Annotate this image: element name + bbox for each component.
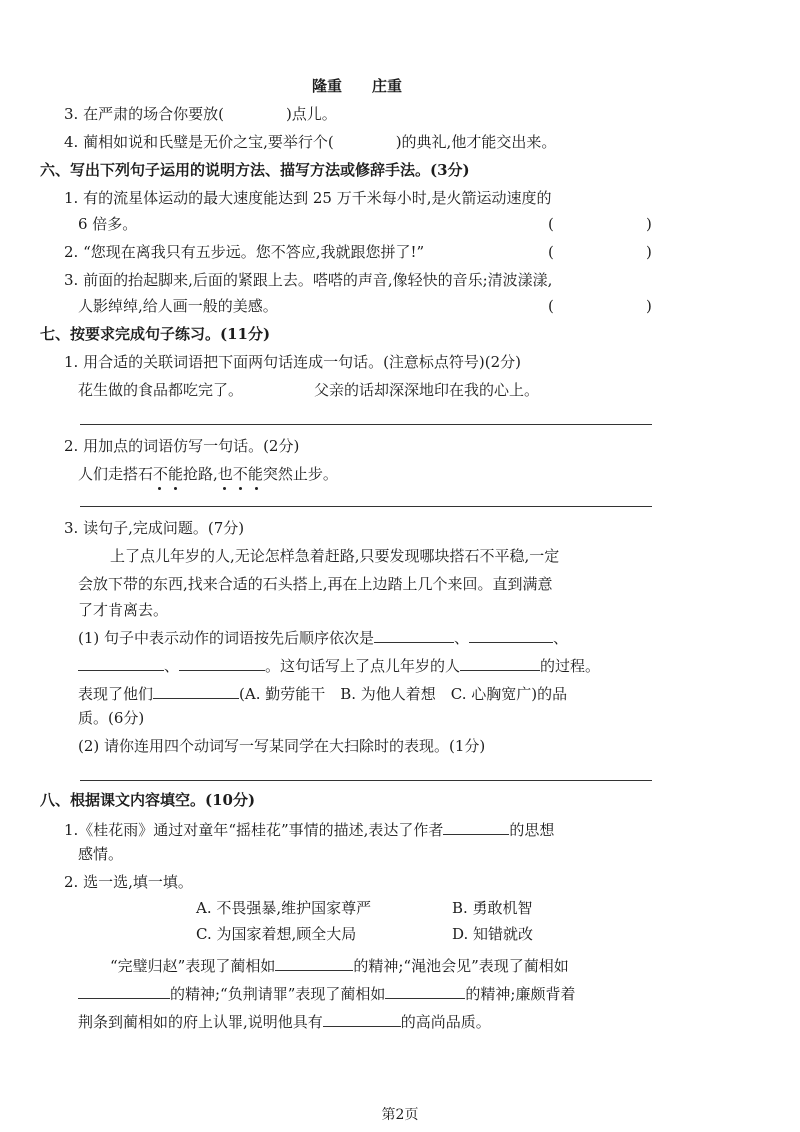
option-c: C. 为国家着想,顾全大局 — [196, 925, 357, 943]
section-6-title: 六、写出下列句子运用的说明方法、描写方法或修辞手法。(3分) — [40, 161, 470, 179]
s8-q2: 2. 选一选,填一填。 — [64, 873, 193, 891]
s6-answer-1-open: ( — [548, 215, 554, 233]
s6-item-3-line-2: 人影绰绰,给人画一般的美感。 — [78, 297, 278, 315]
blank-action-4[interactable] — [179, 654, 265, 671]
s7-sub1-line-3: 表现了他们 (A. 勤劳能干 B. 为他人着想 C. 心胸宽广)的品 — [78, 682, 567, 704]
s7-q1-sentence-1: 花生做的食品都吃完了。 — [78, 381, 244, 399]
s8-q1-line-2: 感情。 — [78, 845, 124, 863]
blank-process[interactable] — [460, 654, 540, 671]
option-d: D. 知错就改 — [452, 925, 534, 943]
s8-fill-line-1: “完璧归赵”表现了蔺相如 的精神;“渑池会见”表现了蔺相如 — [110, 954, 569, 976]
option-a: A. 不畏强暴,维护国家尊严 — [196, 899, 372, 917]
s7-sub2-answer-line[interactable] — [80, 780, 652, 781]
s6-answer-3-close: ) — [646, 297, 652, 315]
s7-q2-answer-line[interactable] — [80, 506, 652, 507]
blank-feeling[interactable] — [443, 818, 509, 835]
s7-q1-sentence-2: 父亲的话却深深地印在我的心上。 — [314, 381, 540, 399]
s7-sub1-line-2: 、 。这句话写上了点儿年岁的人 的过程。 — [78, 654, 600, 676]
s7-q1: 1. 用合适的关联词语把下面两句话连成一句话。(注意标点符号)(2分) — [64, 353, 522, 371]
s8-fill-line-2: 的精神;“负荆请罪”表现了蔺相如 的精神;廉颇背着 — [78, 982, 575, 1004]
s7-q2: 2. 用加点的词语仿写一句话。(2分) — [64, 437, 300, 455]
blank-quality[interactable] — [153, 682, 239, 699]
section-7-title: 七、按要求完成句子练习。(11分) — [40, 325, 271, 343]
option-b: B. 勇敢机智 — [452, 899, 533, 917]
s7-passage-line-2: 会放下带的东西,找来合适的石头搭上,再在上边踏上几个来回。直到满意 — [78, 575, 553, 593]
blank-action-1[interactable] — [374, 626, 454, 643]
s6-answer-3-open: ( — [548, 297, 554, 315]
blank-lianpo[interactable] — [323, 1010, 401, 1027]
word-options: 隆重 庄重 — [312, 77, 403, 95]
s7-sub1-line-4: 质。(6分) — [78, 709, 145, 727]
s8-fill-line-3: 荆条到蔺相如的府上认罪,说明他具有 的高尚品质。 — [78, 1010, 491, 1032]
s6-item-1-line-1: 1. 有的流星体运动的最大速度能达到 25 万千米每小时,是火箭运动速度的 — [64, 189, 552, 207]
blank-wanbi[interactable] — [275, 954, 353, 971]
q5-item-3: 3. 在严肃的场合你要放( )点儿。 — [64, 105, 337, 123]
s7-q3: 3. 读句子,完成问题。(7分) — [64, 519, 245, 537]
s6-answer-2-close: ) — [646, 243, 652, 261]
page-number: 第2页 — [381, 1107, 419, 1123]
s7-passage-line-1: 上了点儿年岁的人,无论怎样急着赶路,只要发现哪块搭石不平稳,一定 — [110, 547, 560, 565]
s6-item-3-line-1: 3. 前面的抬起脚来,后面的紧跟上去。嗒嗒的声音,像轻快的音乐;清波漾漾, — [64, 271, 553, 289]
section-8-title: 八、根据课文内容填空。(10分) — [40, 791, 256, 809]
s6-answer-2-open: ( — [548, 243, 554, 261]
dotted-word-1: 不能 — [153, 464, 183, 484]
dotted-word-2: 也不能 — [218, 464, 263, 484]
s8-q1-line-1: 1.《桂花雨》通过对童年“摇桂花”事情的描述,表达了作者 的思想 — [64, 818, 554, 840]
s6-item-2: 2. “您现在离我只有五步远。您不答应,我就跟您拼了!” — [64, 243, 425, 261]
s6-item-1-line-2: 6 倍多。 — [78, 215, 138, 233]
s7-q1-answer-line[interactable] — [80, 424, 652, 425]
blank-action-3[interactable] — [78, 654, 164, 671]
blank-fujing[interactable] — [385, 982, 465, 999]
blank-mianchi[interactable] — [78, 982, 170, 999]
blank-action-2[interactable] — [469, 626, 553, 643]
s7-passage-line-3: 了才肯离去。 — [78, 601, 169, 619]
q5-item-4: 4. 蔺相如说和氏璧是无价之宝,要举行个( )的典礼,他才能交出来。 — [64, 133, 557, 151]
s7-sub2: (2) 请你连用四个动词写一写某同学在大扫除时的表现。(1分) — [78, 737, 486, 755]
s7-q2-example: 人们走搭石不能 抢路,也不能 突然止步。 — [78, 464, 338, 484]
s6-answer-1-close: ) — [646, 215, 652, 233]
s7-sub1-line-1: (1) 句子中表示动作的词语按先后顺序依次是 、 、 — [78, 626, 568, 648]
